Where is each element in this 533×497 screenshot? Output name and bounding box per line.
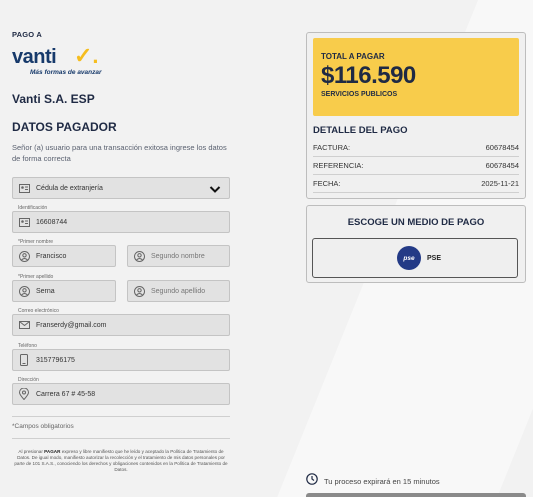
detail-label: FACTURA: [313,143,351,152]
telefono-label: Teléfono [18,343,37,349]
required-note: *Campos obligatorios [12,423,74,430]
form-intro: Señor (a) usuario para una transacción exitosa ingrese los datos de forma correcta [12,143,227,163]
clock-icon [306,472,318,490]
timer-text: Tu proceso expirará en 15 minutos [324,476,440,486]
telefono-value: 3157796175 [36,356,75,364]
direccion-field[interactable] [12,383,230,405]
segundo-apellido-placeholder: Segundo apellido [151,287,206,295]
pse-payment-button[interactable] [312,238,518,278]
segundo-nombre-field[interactable] [127,245,230,267]
primer-apellido-label: *Primer apellido [18,274,54,280]
total-label: TOTAL A PAGAR [321,52,385,61]
service-label: SERVICIOS PUBLICOS [321,91,398,98]
document-type-select[interactable] [12,177,230,199]
pse-label: PSE [427,254,442,262]
detail-value: 2025-11-21 [481,179,519,188]
document-type-value: Cédula de extranjería [36,184,103,192]
pay-button[interactable] [306,493,526,497]
user-icon [133,285,145,297]
telefono-field[interactable] [12,349,230,371]
legal-bold: PAGAR [44,449,61,454]
divider [12,416,230,417]
correo-label: Correo electrónico [18,308,59,314]
expiry-timer [306,472,440,490]
detail-title: DETALLE DEL PAGO [313,125,408,136]
logo-tagline: Más formas de avanzar [30,69,102,76]
logo-text: vanti [12,46,57,68]
primer-nombre-label: *Primer nombre [18,239,54,245]
identificacion-label: Identificación [18,205,48,211]
legal-text [14,449,228,473]
envelope-icon [18,319,30,331]
location-pin-icon [18,388,30,400]
vanti-logo [12,43,230,68]
user-icon [18,285,30,297]
user-icon [18,250,30,262]
primer-apellido-value: Serna [36,287,55,295]
header-section [12,30,230,164]
detail-value: 60678454 [485,143,519,152]
primer-nombre-field[interactable] [12,245,116,267]
payment-method-panel [306,205,526,283]
form-title: DATOS PAGADOR [12,120,117,134]
segundo-apellido-field[interactable] [127,280,230,302]
detail-row [313,161,519,175]
divider [12,438,230,439]
correo-field[interactable] [12,314,230,336]
detail-row [313,143,519,157]
segundo-nombre-placeholder: Segundo nombre [151,252,205,260]
direccion-label: Dirección [18,377,39,383]
id-card-icon [18,216,30,228]
chevron-down-icon [209,182,221,200]
pse-logo-icon: pse [397,246,421,270]
legal-rest: expreso y libre manifiesto que he leído y aceptado la Política de Tratamiento de Datos. De igual modo, manifiesto autorizar la recolección y el tratamiento de mis datos personales por parte de 101 S.A.S., conociendo los derechos y obligaciones contenidos en la Política de Tratamiento de Datos. [14,449,228,472]
total-box [313,38,519,116]
payment-summary-panel [306,32,526,199]
user-icon [133,250,145,262]
payment-method-title: ESCOGE UN MEDIO DE PAGO [347,217,485,228]
identificacion-value: 16608744 [36,218,68,226]
phone-icon [18,354,30,366]
total-amount: $116.590 [321,62,416,89]
logo-check-mark: ✓. [74,43,99,68]
detail-label: FECHA: [313,179,341,188]
identificacion-field[interactable] [12,211,230,233]
detail-value: 60678454 [485,161,519,170]
primer-apellido-field[interactable] [12,280,116,302]
id-card-icon [18,182,30,194]
direccion-value: Carrera 67 # 45-58 [36,390,96,398]
company-name: Vanti S.A. ESP [12,92,95,106]
primer-nombre-value: Francisco [36,252,67,260]
legal-prefix: Al presionar [18,449,45,454]
pago-a-label: PAGO A [12,30,42,39]
detail-label: REFERENCIA: [313,161,364,170]
detail-row [313,179,519,193]
correo-value: Franserdy@gmail.com [36,321,107,329]
